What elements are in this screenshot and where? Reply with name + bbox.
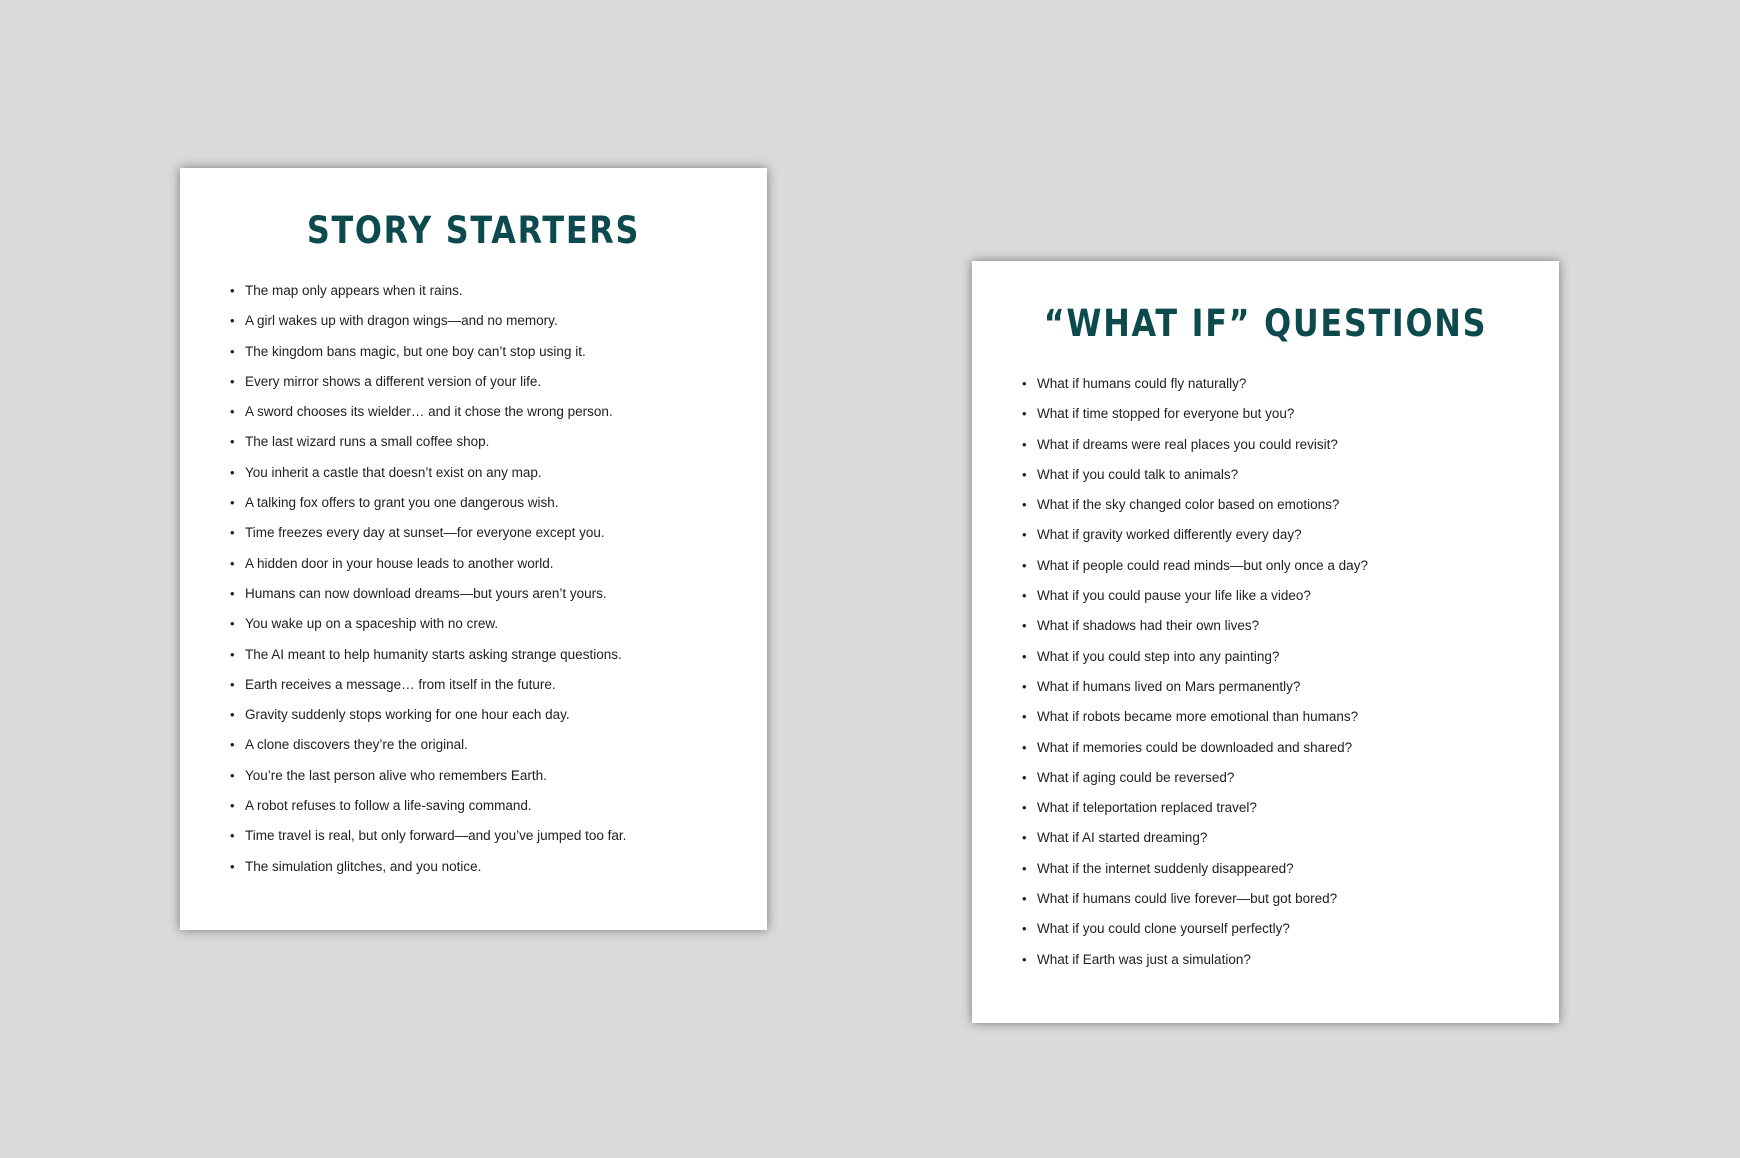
list-item: • What if dreams were real places you could revisit?	[1022, 437, 1559, 467]
list-item: • What if humans could live forever—but got bored?	[1022, 891, 1559, 921]
list-item: • What if memories could be downloaded and shared?	[1022, 740, 1559, 770]
page-title: STORY STARTERS	[306, 209, 641, 252]
list-item: • A clone discovers they’re the original.	[230, 737, 767, 767]
list-item: • Time freezes every day at sunset—for everyone except you.	[230, 525, 767, 555]
story-starters-list	[180, 283, 767, 889]
list-item: • What if people could read minds—but only once a day?	[1022, 558, 1559, 588]
list-item: • What if you could talk to animals?	[1022, 467, 1559, 497]
list-item: • What if you could step into any painting?	[1022, 649, 1559, 679]
list-item: • What if humans could fly naturally?	[1022, 376, 1559, 406]
list-item: • A sword chooses its wielder… and it chose the wrong person.	[230, 404, 767, 434]
list-item: • Gravity suddenly stops working for one hour each day.	[230, 707, 767, 737]
list-item: • What if teleportation replaced travel?	[1022, 800, 1559, 830]
page-title: “WHAT IF” QUESTIONS	[1043, 302, 1488, 345]
list-item: • You wake up on a spaceship with no crew.	[230, 616, 767, 646]
list-item: • What if the sky changed color based on emotions?	[1022, 497, 1559, 527]
list-item: • What if you could clone yourself perfectly?	[1022, 921, 1559, 951]
list-item: • The AI meant to help humanity starts asking strange questions.	[230, 647, 767, 677]
list-item: • What if humans lived on Mars permanently?	[1022, 679, 1559, 709]
list-item: • Humans can now download dreams—but yours aren’t yours.	[230, 586, 767, 616]
list-item: • The last wizard runs a small coffee shop.	[230, 434, 767, 464]
list-item: • What if the internet suddenly disappeared?	[1022, 861, 1559, 891]
list-item: • You inherit a castle that doesn’t exist on any map.	[230, 465, 767, 495]
list-item: • What if shadows had their own lives?	[1022, 618, 1559, 648]
list-item: • A hidden door in your house leads to another world.	[230, 556, 767, 586]
list-item: • What if gravity worked differently every day?	[1022, 527, 1559, 557]
list-item: • Time travel is real, but only forward—and you’ve jumped too far.	[230, 828, 767, 858]
list-item: • Earth receives a message… from itself in the future.	[230, 677, 767, 707]
list-item: • What if time stopped for everyone but you?	[1022, 406, 1559, 436]
list-item: • The kingdom bans magic, but one boy can’t stop using it.	[230, 344, 767, 374]
story-starters-page	[180, 168, 767, 930]
list-item: • A talking fox offers to grant you one dangerous wish.	[230, 495, 767, 525]
what-if-questions-page	[972, 261, 1559, 1023]
list-item: • What if you could pause your life like a video?	[1022, 588, 1559, 618]
list-item: • What if aging could be reversed?	[1022, 770, 1559, 800]
list-item: • A robot refuses to follow a life-saving command.	[230, 798, 767, 828]
list-item: • The simulation glitches, and you notice.	[230, 859, 767, 889]
list-item: • The map only appears when it rains.	[230, 283, 767, 313]
list-item: • What if AI started dreaming?	[1022, 830, 1559, 860]
list-item: • A girl wakes up with dragon wings—and no memory.	[230, 313, 767, 343]
what-if-list	[972, 376, 1559, 982]
list-item: • What if robots became more emotional than humans?	[1022, 709, 1559, 739]
list-item: • What if Earth was just a simulation?	[1022, 952, 1559, 982]
list-item: • Every mirror shows a different version of your life.	[230, 374, 767, 404]
list-item: • You’re the last person alive who remembers Earth.	[230, 768, 767, 798]
